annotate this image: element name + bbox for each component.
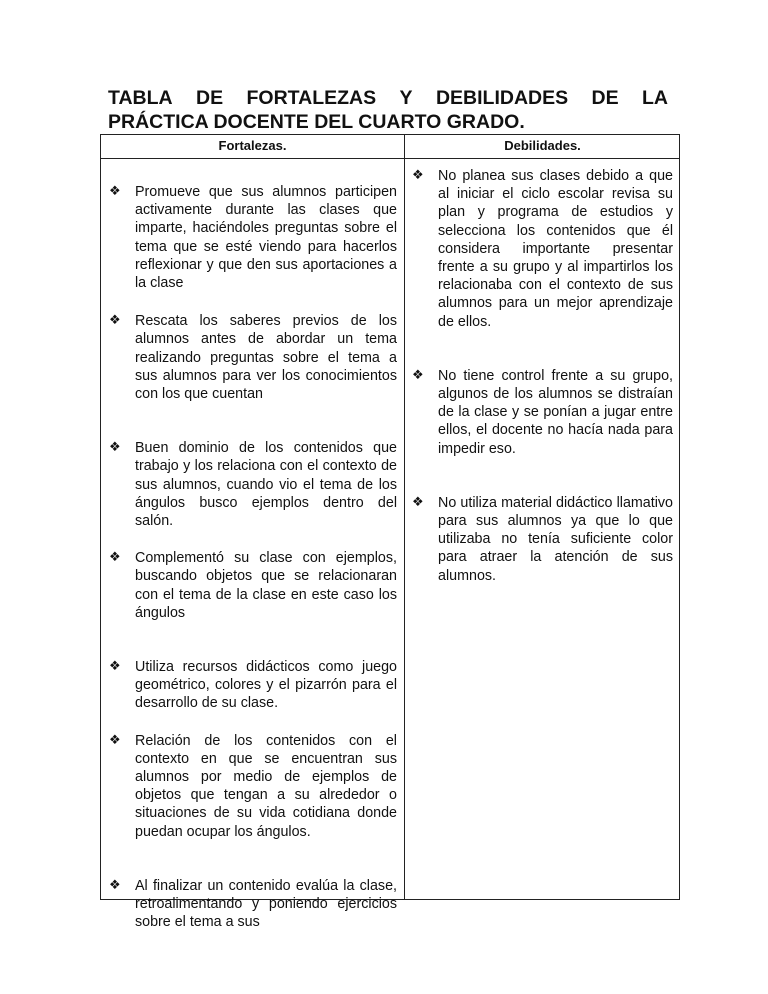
header-fortalezas: Fortalezas.	[218, 138, 287, 153]
fortaleza-text: Rescata los saberes previos de los alumnos antes de abordar un tema realizando preguntas sobre el tema a sus alumnos para ver los conocimientos con los que cuentan	[135, 313, 397, 403]
fortaleza-text: Utiliza recursos didácticos como juego geométrico, colores y el pizarrón para el desarrollo de su clase.	[135, 659, 397, 712]
strengths-weaknesses-table	[100, 134, 680, 931]
fortaleza-item	[107, 183, 397, 292]
diamond-bullet-icon: ❖	[109, 184, 121, 199]
diamond-bullet-icon: ❖	[412, 367, 424, 383]
fortaleza-item	[107, 877, 397, 932]
title-word: TABLA	[108, 87, 173, 109]
fortaleza-item	[107, 732, 397, 841]
diamond-bullet-icon: ❖	[412, 168, 424, 183]
diamond-bullet-icon: ❖	[109, 877, 121, 893]
diamond-bullet-icon: ❖	[109, 732, 121, 748]
title-word: FORTALEZAS	[246, 87, 377, 109]
diamond-bullet-icon: ❖	[109, 440, 121, 456]
diamond-bullet-icon: ❖	[412, 494, 424, 510]
diamond-bullet-icon: ❖	[109, 313, 121, 329]
title-line-2: PRÁCTICA DOCENTE DEL CUARTO GRADO.	[108, 111, 525, 133]
fortaleza-text: Buen dominio de los contenidos que trabajo y los relaciona con el contexto de sus alumnos, cuando vio el tema de los ángulos busco ejemplos dentro del salón.	[135, 440, 397, 530]
fortaleza-item	[107, 312, 397, 403]
title-word: DE	[196, 87, 224, 109]
title-word: Y	[399, 87, 413, 109]
debilidad-item	[410, 367, 673, 458]
fortaleza-text: Promueve que sus alumnos participen activamente durante las clases que imparte, haciéndoles preguntas sobre el tema que se esté viendo para hacerlos reflexionar y que den sus aportaciones a la clase	[135, 184, 397, 292]
fortaleza-item	[107, 439, 397, 530]
fortaleza-text: Complementó su clase con ejemplos, buscando objetos que se relacionaran con el tema de la clase en este caso los ángulos	[135, 550, 397, 621]
debilidad-text: No tiene control frente a su grupo, algunos de los alumnos se distraían de la clase y se ponían a jugar entre ellos, el docente no hacía nada para impedir eso.	[438, 367, 673, 457]
debilidad-text: No utiliza material didáctico llamativo para sus alumnos ya que lo que utilizaba no tenía suficiente color para atraer la atención de sus alumnos.	[438, 494, 673, 584]
fortaleza-item	[107, 658, 397, 713]
fortaleza-item	[107, 549, 397, 622]
title-line-1	[108, 86, 668, 110]
document-title	[108, 86, 668, 134]
title-word: DEBILIDADES	[435, 87, 569, 109]
diamond-bullet-icon: ❖	[109, 550, 121, 566]
debilidades-column	[410, 167, 673, 585]
fortaleza-text: Al finalizar un contenido evalúa la clase, retroalimentando y poniendo ejercicios sobre el tema a sus	[135, 877, 397, 931]
debilidad-text: No planea sus clases debido a que al iniciar el ciclo escolar revisa su plan y programa de estudios y selecciona los contenidos que él considera importante presentar frente a su grupo y al impartirlos los relacionaba con el contexto de sus alumnos para un mejor aprendizaje de ellos.	[438, 168, 673, 330]
diamond-bullet-icon: ❖	[109, 659, 121, 675]
title-word: LA	[642, 87, 668, 109]
title-word: DE	[591, 87, 619, 109]
debilidad-item	[410, 494, 673, 585]
fortaleza-text: Relación de los contenidos con el contexto en que se encuentran sus alumnos por medio de ejemplos de objetos que tengan a su alrededor o situaciones de su vida cotidiana donde puedan ocupar los ángulos.	[135, 732, 397, 840]
debilidad-item	[410, 167, 673, 331]
header-debilidades: Debilidades.	[504, 138, 581, 153]
fortalezas-column	[107, 183, 397, 932]
